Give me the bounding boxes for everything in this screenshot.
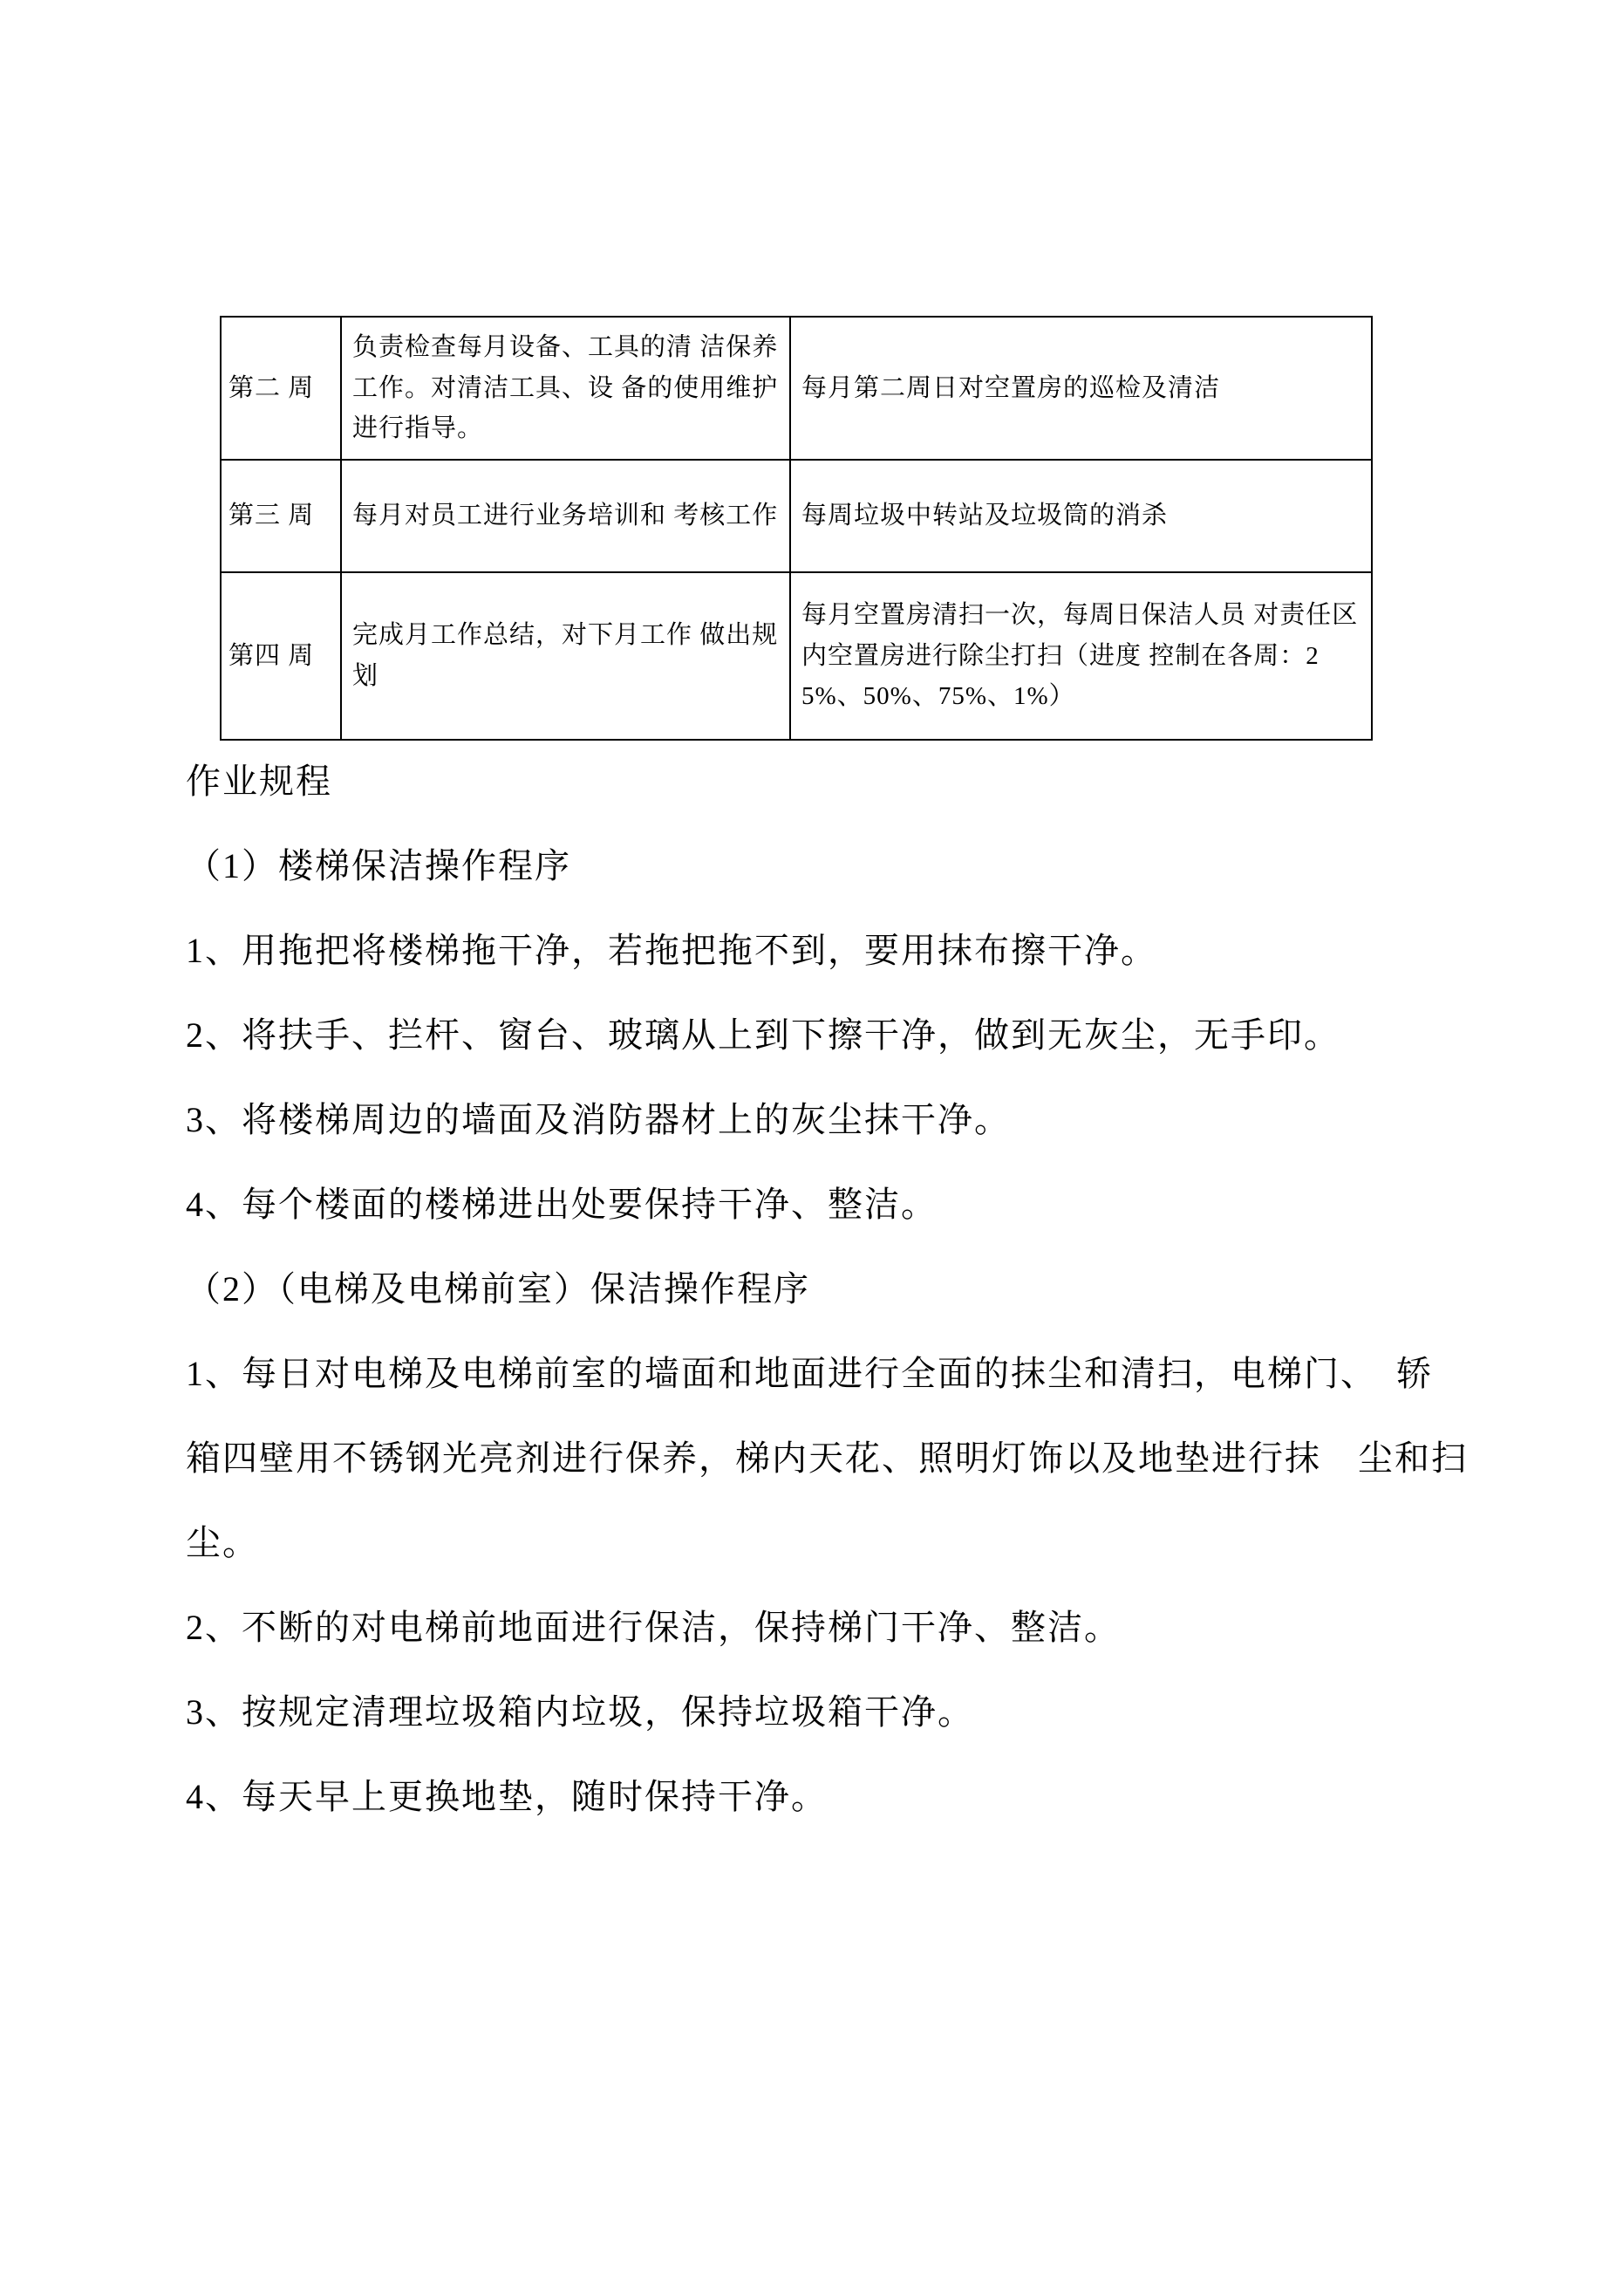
section-2-item-2: 2、不断的对电梯前地面进行保洁，保持梯门干净、整洁。 [186, 1608, 1121, 1647]
table-row-week2 [221, 317, 1372, 460]
section-2-item-3: 3、按规定清理垃圾箱内垃圾，保持垃圾箱干净。 [186, 1692, 974, 1732]
section-2-item-1-line-1: 1、每日对电梯及电梯前室的墙面和地面进行全面的抹尘和清扫，电梯门、 轿 [186, 1354, 1433, 1393]
doc-heading: 作业规程 [186, 762, 332, 801]
week-label-cell: 第二 周 [221, 317, 341, 460]
duty-cell: 每月对员工进行业务培训和 考核工作 [341, 460, 790, 572]
table-row-week4 [221, 572, 1372, 740]
week-label-cell: 第四 周 [221, 572, 341, 740]
document-body [186, 761, 1476, 1818]
section-2-item-1-line-2: 箱四壁用不锈钢光亮剂进行保养，梯内天花、照明灯饰以及地垫进行抹 尘和扫 [186, 1438, 1468, 1478]
section-1-item-2: 2、将扶手、拦杆、窗台、玻璃从上到下擦干净，做到无灰尘，无手印。 [186, 1015, 1340, 1055]
section-2-item-1-line-3: 尘。 [186, 1523, 259, 1562]
section-1-item-4: 4、每个楼面的楼梯进出处要保持干净、整洁。 [186, 1185, 938, 1224]
task-cell: 每周垃圾中转站及垃圾筒的消杀 [790, 460, 1372, 572]
weekly-schedule-table [220, 316, 1373, 741]
week-label-cell: 第三 周 [221, 460, 341, 572]
section-2-item-4: 4、每天早上更换地垫，随时保持干净。 [186, 1777, 828, 1816]
duty-cell: 完成月工作总结，对下月工作 做出规划 [341, 572, 790, 740]
section-1-title: （1）楼梯保洁操作程序 [186, 846, 571, 885]
section-2-title: （2）（电梯及电梯前室）保洁操作程序 [186, 1269, 810, 1309]
task-cell: 每月空置房清扫一次，每周日保洁人员 对责任区内空置房进行除尘打扫（进度 控制在各周：25%、50%、75%、1%） [790, 572, 1372, 740]
section-1-item-1: 1、用拖把将楼梯拖干净，若拖把拖不到，要用抹布擦干净。 [186, 931, 1157, 970]
table-row-week3 [221, 460, 1372, 572]
duty-cell: 负责检查每月设备、工具的清 洁保养工作。对清洁工具、设 备的使用维护进行指导。 [341, 317, 790, 460]
task-cell: 每月第二周日对空置房的巡检及清洁 [790, 317, 1372, 460]
section-1-item-3: 3、将楼梯周边的墙面及消防器材上的灰尘抹干净。 [186, 1100, 1011, 1139]
